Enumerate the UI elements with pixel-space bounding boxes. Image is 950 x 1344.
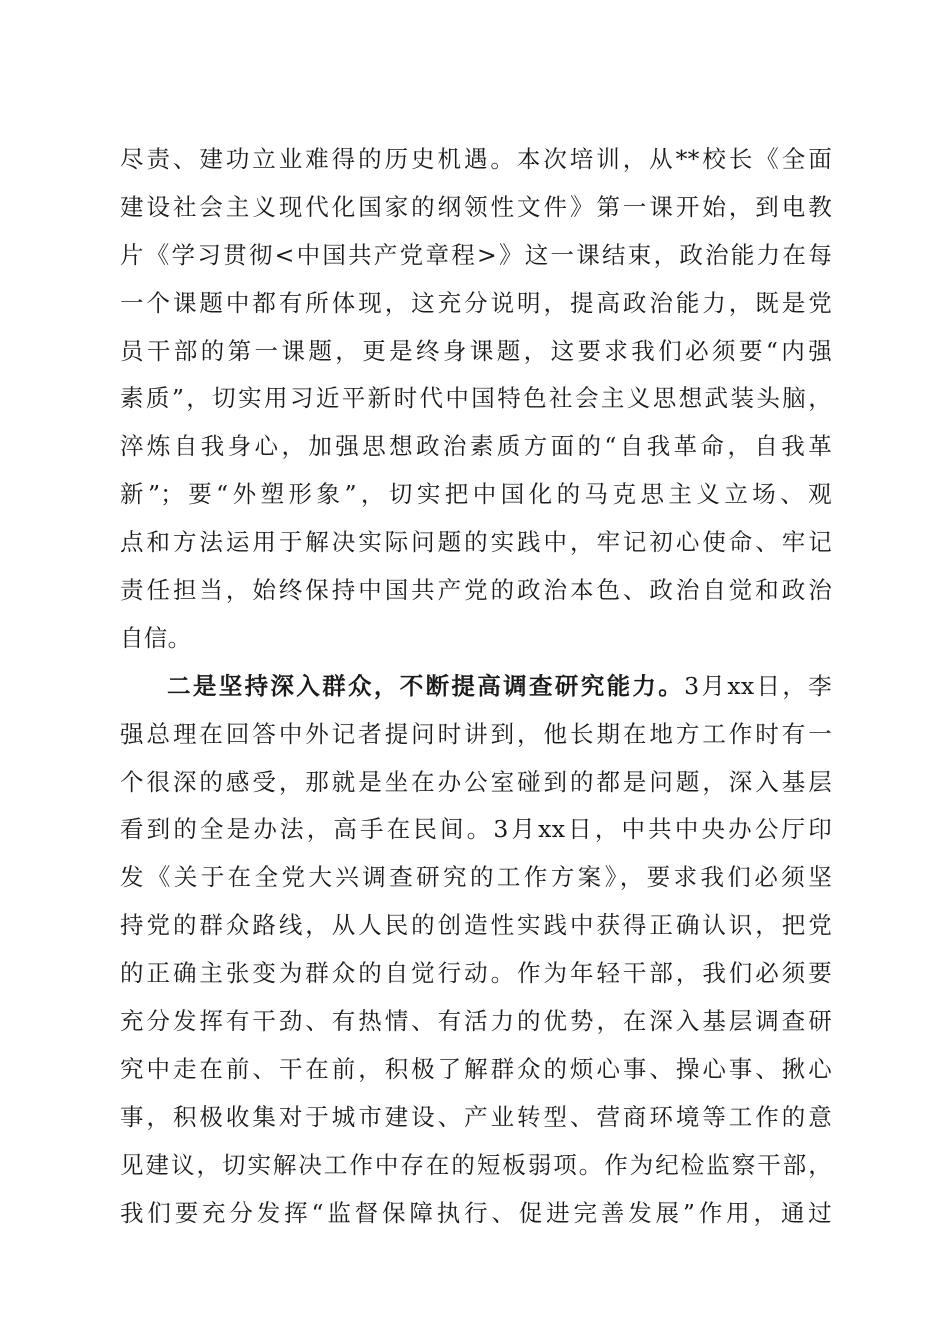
text-line: 新”；要“外塑形象”，切实把中国化的马克思主义立场、观 xyxy=(120,480,832,509)
paragraph-first-line xyxy=(120,663,832,711)
text-line: 一个课题中都有所体现，这充分说明，提高政治能力，既是党 xyxy=(120,288,832,317)
text-line: 事，积极收集对于城市建设、产业转型、营商环境等工作的意 xyxy=(120,1102,832,1131)
paragraph-heading: 二是坚持深入群众，不断提高调查研究能力。 xyxy=(167,671,685,700)
text-line: 发《关于在全党大兴调查研究的工作方案》，要求我们必须坚 xyxy=(120,863,832,892)
text-line: 持党的群众路线，从人民的创造性实践中获得正确认识，把党 xyxy=(120,911,832,940)
text-line: 强总理在回答中外记者提问时讲到，他长期在地方工作时有一 xyxy=(120,719,832,748)
text-line: 见建议，切实解决工作中存在的短板弱项。作为纪检监察干部， xyxy=(120,1150,832,1179)
text-line: 个很深的感受，那就是坐在办公室碰到的都是问题，深入基层 xyxy=(120,767,832,796)
document-body xyxy=(120,136,832,1237)
paragraph-research-ability xyxy=(120,663,832,1238)
text-line: 的正确主张变为群众的自觉行动。作为年轻干部，我们必须要 xyxy=(120,959,832,988)
text-line: 充分发挥有干劲、有热情、有活力的优势，在深入基层调查研 xyxy=(120,1007,832,1036)
text-line: 尽责、建功立业难得的历史机遇。本次培训，从**校长《全面 xyxy=(120,145,832,173)
text-line: 建设社会主义现代化国家的纲领性文件》第一课开始，到电教 xyxy=(120,192,832,221)
text-line: 我们要充分发挥“监督保障执行、促进完善发展”作用，通过 xyxy=(120,1198,832,1227)
text-line: 淬炼自我身心，加强思想政治素质方面的“自我革命，自我革 xyxy=(120,432,832,461)
text-line: 究中走在前、干在前，积极了解群众的烦心事、操心事、揪心 xyxy=(120,1054,832,1083)
text-line: 自信。 xyxy=(120,623,192,652)
heading-line-rest: 3月xx日，李 xyxy=(684,671,833,700)
text-line: 点和方法运用于解决实际问题的实践中，牢记初心使命、牢记 xyxy=(120,528,832,557)
text-line: 责任担当，始终保持中国共产党的政治本色、政治自觉和政治 xyxy=(120,576,832,605)
text-line: 片《学习贯彻<中国共产党章程>》这一课结束，政治能力在每 xyxy=(120,240,832,269)
text-line: 看到的全是办法，高手在民间。3月xx日，中共中央办公厅印 xyxy=(120,815,832,844)
text-line: 员干部的第一课题，更是终身课题，这要求我们必须要“内强 xyxy=(120,336,832,365)
paragraph-political-ability xyxy=(120,136,832,663)
text-line: 素质”，切实用习近平新时代中国特色社会主义思想武装头脑， xyxy=(120,384,832,413)
